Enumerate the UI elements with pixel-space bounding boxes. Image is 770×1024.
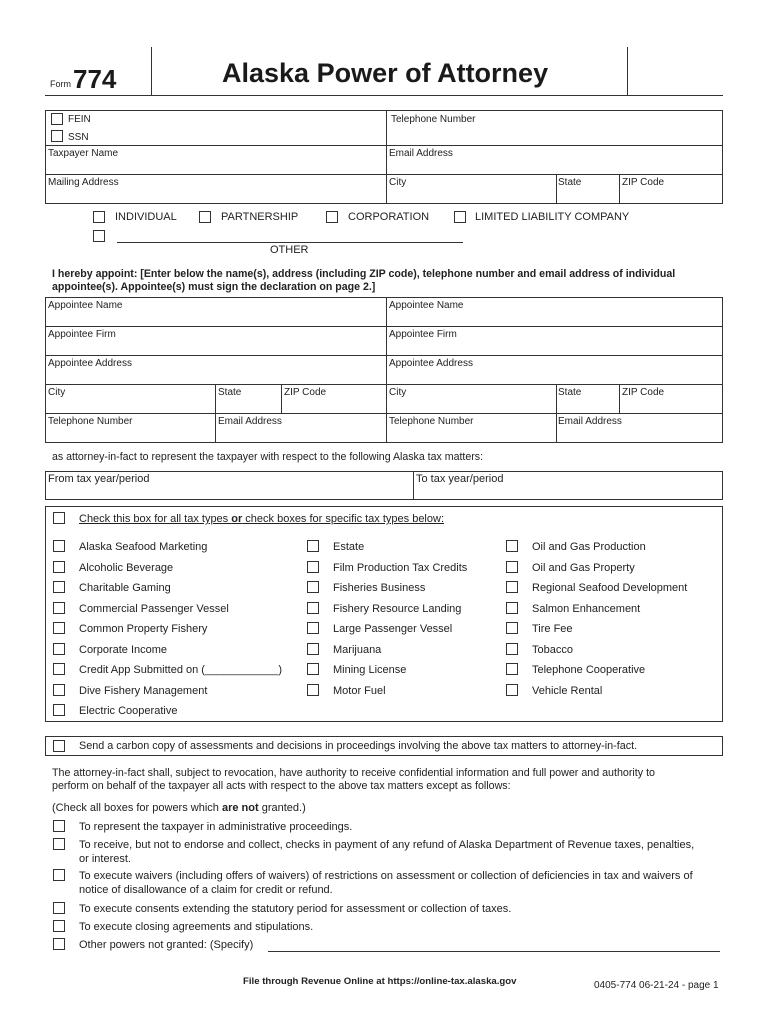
tax-type-checkbox[interactable]: [506, 663, 518, 675]
carbon-copy-label: Send a carbon copy of assessments and decisions in proceedings involving the above tax matters to attorney-in-fact.: [79, 740, 638, 752]
appointee-city-label-2: City: [389, 387, 407, 398]
authority-text-2: perform on behalf of the taxpayer all acts with respect to the above tax matters except as follows:: [52, 780, 511, 792]
tax-type-label: Tire Fee: [532, 623, 573, 635]
appointee-email-label-2: Email Address: [558, 416, 622, 427]
appointee-zip-label-1: ZIP Code: [284, 387, 327, 398]
appoint-instructions-2: appointee(s). Appointee(s) must sign the declaration on page 2.]: [52, 281, 376, 293]
zip-label: ZIP Code: [622, 177, 665, 188]
tax-type-label: Electric Cooperative: [79, 705, 178, 717]
tax-type-label: Estate: [333, 541, 365, 553]
appointee-zip-label-2: ZIP Code: [622, 387, 665, 398]
tax-type-checkbox[interactable]: [506, 561, 518, 573]
tax-type-label: Vehicle Rental: [532, 685, 603, 697]
tax-type-checkbox[interactable]: [53, 540, 65, 552]
tax-type-checkbox[interactable]: [307, 561, 319, 573]
tax-type-label: Charitable Gaming: [79, 582, 171, 594]
individual-label: INDIVIDUAL: [115, 211, 177, 223]
form-number: 774: [73, 64, 117, 94]
file-through-text: File through Revenue Online at https://online-tax.alaska.gov: [243, 976, 517, 987]
check-powers-are-not: are not: [221, 802, 259, 814]
to-period-label: To tax year/period: [416, 473, 504, 485]
all-tax-types-checkbox[interactable]: [53, 512, 65, 524]
tax-type-label: Fisheries Business: [333, 582, 426, 594]
page-title: Alaska Power of Attorney: [222, 58, 549, 88]
tax-type-label: Regional Seafood Development: [532, 582, 688, 594]
other-entity-line[interactable]: [117, 242, 463, 243]
power-consents-checkbox[interactable]: [53, 902, 65, 914]
fein-label: FEIN: [68, 114, 91, 125]
appointee-city-label-1: City: [48, 387, 66, 398]
tax-type-label: Oil and Gas Production: [532, 541, 646, 553]
power-represent-checkbox[interactable]: [53, 820, 65, 832]
appointee-firm-label-2: Appointee Firm: [389, 329, 457, 340]
tax-type-checkbox[interactable]: [53, 704, 65, 716]
llc-checkbox[interactable]: [454, 211, 466, 223]
power-other-label: Other powers not granted: (Specify): [79, 939, 254, 951]
tax-type-label: Credit App Submitted on (____________): [79, 664, 283, 676]
tax-type-checkbox[interactable]: [53, 622, 65, 634]
partnership-label: PARTNERSHIP: [221, 211, 299, 223]
email-label: Email Address: [389, 148, 453, 159]
tax-type-label: Mining License: [333, 664, 407, 676]
tax-type-label: Large Passenger Vessel: [333, 623, 453, 635]
power-receive-checks-label-1: To receive, but not to endorse and collect, checks in payment of any refund of Alaska Department of Revenue taxes, penalties,: [79, 839, 695, 851]
appointee-email-label-1: Email Address: [218, 416, 282, 427]
check-all-part1: Check this box for all tax types: [79, 513, 232, 525]
corporation-label: CORPORATION: [348, 211, 430, 223]
power-waivers-label-2: notice of disallowance of a claim for credit or refund.: [79, 884, 333, 896]
tax-type-checkbox[interactable]: [53, 602, 65, 614]
header-divider-left: [151, 47, 152, 95]
tax-type-checkbox[interactable]: [307, 684, 319, 696]
power-receive-checks-checkbox[interactable]: [53, 838, 65, 850]
tax-type-label: Salmon Enhancement: [532, 603, 641, 615]
tax-type-checkbox[interactable]: [506, 643, 518, 655]
carbon-copy-checkbox[interactable]: [53, 740, 65, 752]
other-powers-line[interactable]: [268, 951, 720, 952]
check-all-instruction: [79, 513, 444, 525]
check-powers-part1: (Check all boxes for powers which: [52, 802, 222, 814]
tax-type-label: Commercial Passenger Vessel: [79, 603, 229, 615]
tax-type-checkbox[interactable]: [53, 581, 65, 593]
tax-type-checkbox[interactable]: [307, 581, 319, 593]
tax-type-checkbox[interactable]: [506, 581, 518, 593]
header-rule: [45, 95, 723, 96]
state-label: State: [558, 177, 582, 188]
check-all-or: or: [231, 513, 243, 525]
tax-type-label: Common Property Fishery: [79, 623, 208, 635]
individual-checkbox[interactable]: [93, 211, 105, 223]
tax-type-label: Alaska Seafood Marketing: [79, 541, 208, 553]
tax-type-checkbox[interactable]: [53, 684, 65, 696]
appointee-telephone-label-2: Telephone Number: [389, 416, 474, 427]
check-powers-part3: granted.): [258, 802, 306, 814]
telephone-label: Telephone Number: [391, 114, 476, 125]
other-checkbox[interactable]: [93, 230, 105, 242]
power-receive-checks-label-2: or interest.: [79, 853, 131, 865]
tax-type-label: Dive Fishery Management: [79, 685, 208, 697]
other-label: OTHER: [270, 244, 309, 256]
tax-type-checkbox[interactable]: [53, 663, 65, 675]
tax-type-label: Corporate Income: [79, 644, 168, 656]
tax-type-checkbox[interactable]: [307, 602, 319, 614]
tax-type-label: Oil and Gas Property: [532, 562, 635, 574]
appointee-name-label-1: Appointee Name: [48, 300, 123, 311]
fein-checkbox[interactable]: [51, 113, 63, 125]
from-period-label: From tax year/period: [48, 473, 150, 485]
taxpayer-name-label: Taxpayer Name: [48, 148, 119, 159]
tax-type-label: Tobacco: [532, 644, 573, 656]
ssn-checkbox[interactable]: [51, 130, 63, 142]
taxpayer-box: [45, 110, 723, 204]
power-closing-label: To execute closing agreements and stipulations.: [79, 921, 314, 933]
tax-type-checkbox[interactable]: [307, 643, 319, 655]
form-id-text: 0405-774 06-21-24 - page 1: [594, 980, 719, 991]
appointee-firm-label-1: Appointee Firm: [48, 329, 116, 340]
tax-type-checkbox[interactable]: [307, 622, 319, 634]
appointee-state-label-2: State: [558, 387, 582, 398]
appointee-name-label-2: Appointee Name: [389, 300, 464, 311]
city-label: City: [389, 177, 407, 188]
tax-type-label: Marijuana: [333, 644, 382, 656]
tax-type-label: Fishery Resource Landing: [333, 603, 462, 615]
partnership-checkbox[interactable]: [199, 211, 211, 223]
appointee-address-label-1: Appointee Address: [48, 358, 132, 369]
appointee-telephone-label-1: Telephone Number: [48, 416, 133, 427]
tax-type-checkbox[interactable]: [506, 602, 518, 614]
tax-type-label: Telephone Cooperative: [532, 664, 646, 676]
tax-type-checkbox[interactable]: [307, 663, 319, 675]
tax-type-label: Alcoholic Beverage: [79, 562, 174, 574]
power-closing-checkbox[interactable]: [53, 920, 65, 932]
appoint-instructions-1: I hereby appoint: [Enter below the name(s), address (including ZIP code), telephone number and email address of individual: [52, 268, 676, 280]
power-consents-label: To execute consents extending the statutory period for assessment or collection of taxes.: [79, 903, 512, 915]
header-divider-right: [627, 47, 628, 95]
tax-type-checkbox[interactable]: [307, 540, 319, 552]
tax-type-checkbox[interactable]: [506, 540, 518, 552]
authority-text-1: The attorney-in-fact shall, subject to revocation, have authority to receive confidential information and full power and authority to: [52, 767, 655, 779]
appointee-state-label-1: State: [218, 387, 242, 398]
power-represent-label: To represent the taxpayer in administrative proceedings.: [79, 821, 353, 833]
appointee-address-label-2: Appointee Address: [389, 358, 473, 369]
power-waivers-label-1: To execute waivers (including offers of waivers) of restrictions on assessment or collection of deficiencies in tax and waivers of: [79, 870, 693, 882]
tax-type-checkbox[interactable]: [506, 684, 518, 696]
tax-type-checkbox[interactable]: [53, 643, 65, 655]
form-label: Form: [50, 79, 71, 89]
check-powers-instruction: [52, 802, 306, 814]
corporation-checkbox[interactable]: [326, 211, 338, 223]
tax-type-checkbox[interactable]: [53, 561, 65, 573]
ssn-label: SSN: [68, 132, 89, 143]
llc-label: LIMITED LIABILITY COMPANY: [475, 211, 630, 223]
tax-type-label: Film Production Tax Credits: [333, 562, 468, 574]
tax-type-label: Motor Fuel: [333, 685, 386, 697]
check-all-part3: check boxes for specific tax types below:: [242, 513, 444, 525]
tax-type-checkbox[interactable]: [506, 622, 518, 634]
attorney-in-fact-text: as attorney-in-fact to represent the taxpayer with respect to the following Alaska tax matters:: [52, 451, 484, 463]
power-waivers-checkbox[interactable]: [53, 869, 65, 881]
mailing-address-label: Mailing Address: [48, 177, 119, 188]
power-other-checkbox[interactable]: [53, 938, 65, 950]
